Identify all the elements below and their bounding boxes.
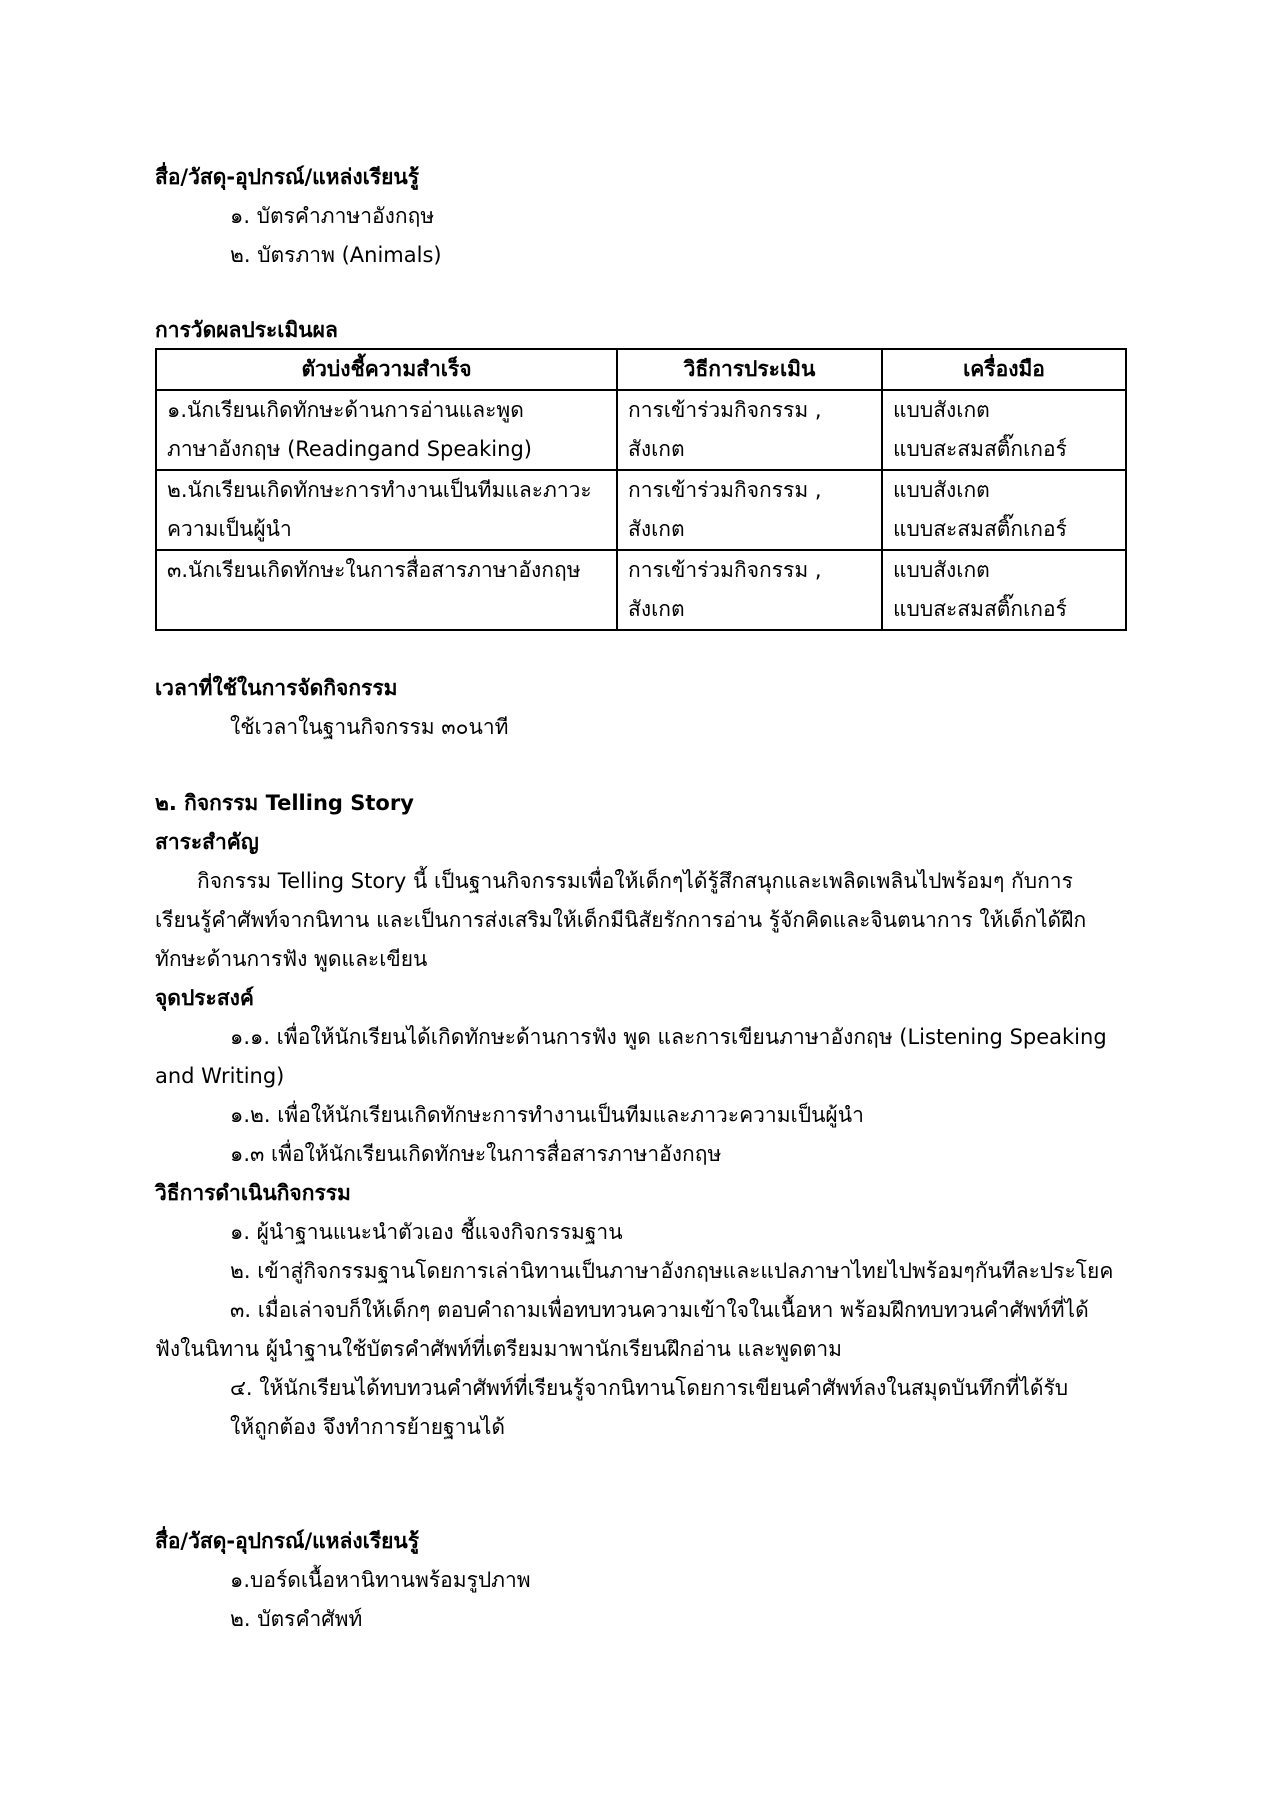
header-method: วิธีการประเมิน — [617, 349, 882, 390]
objective-item: ๑.๓ เพื่อให้นักเรียนเกิดทักษะในการสื่อสารภาษาอังกฤษ — [230, 1142, 722, 1166]
table-row — [156, 390, 1126, 470]
cell-line: แบบสะสมสติ๊กเกอร์ — [893, 437, 1067, 461]
cell-line: การเข้าร่วมกิจกรรม , — [628, 478, 822, 502]
evaluation-table — [155, 348, 1127, 631]
cell-line — [167, 590, 606, 629]
method-cell — [617, 550, 882, 630]
essence-heading: สาระสำคัญ — [155, 830, 259, 854]
cell-line: ความเป็นผู้นำ — [167, 517, 292, 541]
method-cell — [617, 470, 882, 550]
media-heading-2: สื่อ/วัสดุ-อุปกรณ์/แหล่งเรียนรู้ — [155, 1529, 420, 1553]
cell-line: การเข้าร่วมกิจกรรม , — [628, 398, 822, 422]
header-indicator: ตัวบ่งชี้ความสำเร็จ — [156, 349, 617, 390]
table-row — [156, 470, 1126, 550]
tool-cell — [882, 550, 1126, 630]
media-heading-1: สื่อ/วัสดุ-อุปกรณ์/แหล่งเรียนรู้ — [155, 165, 420, 189]
procedure-item-cont: ฟังในนิทาน ผู้นำฐานใช้บัตรคำศัพท์ที่เตรียมมาพานักเรียนฝึกอ่าน และพูดตาม — [155, 1337, 842, 1361]
method-cell — [617, 390, 882, 470]
objective-item-cont: and Writing) — [155, 1064, 285, 1088]
media-section-1 — [155, 158, 1125, 275]
cell-line: ๒.นักเรียนเกิดทักษะการทำงานเป็นทีมและภาวะ — [167, 478, 592, 502]
cell-line: แบบสะสมสติ๊กเกอร์ — [893, 517, 1067, 541]
essence-line: เรียนรู้คำศัพท์จากนิทาน และเป็นการส่งเสริมให้เด็กมีนิสัยรักการอ่าน รู้จักคิดและจินตนาการ ให้เด็กได้ฝึก — [155, 908, 1087, 932]
media-item: ๒. บัตรภาพ (Animals) — [230, 243, 442, 267]
tool-cell — [882, 390, 1126, 470]
indicator-cell — [156, 470, 617, 550]
procedure-item-cont: ให้ถูกต้อง จึงทำการย้ายฐานได้ — [230, 1415, 506, 1439]
cell-line: แบบสะสมสติ๊กเกอร์ — [893, 597, 1067, 621]
table-header-row — [156, 349, 1126, 390]
procedure-item: ๔. ให้นักเรียนได้ทบทวนคำศัพท์ที่เรียนรู้จากนิทานโดยการเขียนคำศัพท์ลงในสมุดบันทึกที่ได้รับ — [230, 1376, 1069, 1400]
cell-line: ๑.นักเรียนเกิดทักษะด้านการอ่านและพูด — [167, 398, 524, 422]
objective-item: ๑.๑. เพื่อให้นักเรียนได้เกิดทักษะด้านการฟัง พูด และการเขียนภาษาอังกฤษ (Listening Speaking — [230, 1025, 1107, 1049]
activity-title: ๒. กิจกรรม Telling Story — [155, 791, 414, 815]
media-item: ๒. บัตรคำศัพท์ — [230, 1607, 363, 1631]
evaluation-table-wrap — [155, 348, 1125, 631]
cell-line: ๓.นักเรียนเกิดทักษะในการสื่อสารภาษาอังกฤษ — [167, 558, 581, 582]
media-item: ๑.บอร์ดเนื้อหานิทานพร้อมรูปภาพ — [230, 1568, 531, 1592]
header-tool: เครื่องมือ — [882, 349, 1126, 390]
time-text: ใช้เวลาในฐานกิจกรรม ๓๐นาที — [230, 715, 509, 739]
cell-line: แบบสังเกต — [893, 558, 990, 582]
essence-line: กิจกรรม Telling Story นี้ เป็นฐานกิจกรรมเพื่อให้เด็กๆได้รู้สึกสนุกและเพลิดเพลินไปพร้อมๆ กับการ — [197, 869, 1073, 893]
cell-line: สังเกต — [628, 517, 685, 541]
indicator-cell — [156, 390, 617, 470]
cell-line: สังเกต — [628, 597, 685, 621]
evaluation-heading: การวัดผลประเมินผล — [155, 318, 338, 342]
media-item: ๑. บัตรคำภาษาอังกฤษ — [230, 204, 435, 228]
time-section — [155, 669, 1125, 747]
procedure-item: ๒. เข้าสู่กิจกรรมฐานโดยการเล่านิทานเป็นภาษาอังกฤษและแปลภาษาไทยไปพร้อมๆกันทีละประโยค — [230, 1259, 1114, 1283]
evaluation-section — [155, 311, 1125, 350]
objective-item: ๑.๒. เพื่อให้นักเรียนเกิดทักษะการทำงานเป็นทีมและภาวะความเป็นผู้นำ — [230, 1103, 864, 1127]
procedure-heading: วิธีการดำเนินกิจกรรม — [155, 1181, 351, 1205]
activity-2-section — [155, 784, 1125, 1447]
essence-line: ทักษะด้านการฟัง พูดและเขียน — [155, 947, 428, 971]
cell-line: ภาษาอังกฤษ (Readingand Speaking) — [167, 437, 532, 461]
time-heading: เวลาที่ใช้ในการจัดกิจกรรม — [155, 676, 398, 700]
cell-line: แบบสังเกต — [893, 398, 990, 422]
tool-cell — [882, 470, 1126, 550]
cell-line: การเข้าร่วมกิจกรรม , — [628, 558, 822, 582]
cell-line: แบบสังเกต — [893, 478, 990, 502]
procedure-item: ๑. ผู้นำฐานแนะนำตัวเอง ชี้แจงกิจกรรมฐาน — [230, 1220, 623, 1244]
media-section-2 — [155, 1522, 1125, 1639]
objectives-heading: จุดประสงค์ — [155, 986, 254, 1010]
indicator-cell — [156, 550, 617, 630]
cell-line: สังเกต — [628, 437, 685, 461]
procedure-item: ๓. เมื่อเล่าจบก็ให้เด็กๆ ตอบคำถามเพื่อทบทวนความเข้าใจในเนื้อหา พร้อมฝึกทบทวนคำศัพท์ที่ได้ — [230, 1298, 1089, 1322]
table-row — [156, 550, 1126, 630]
